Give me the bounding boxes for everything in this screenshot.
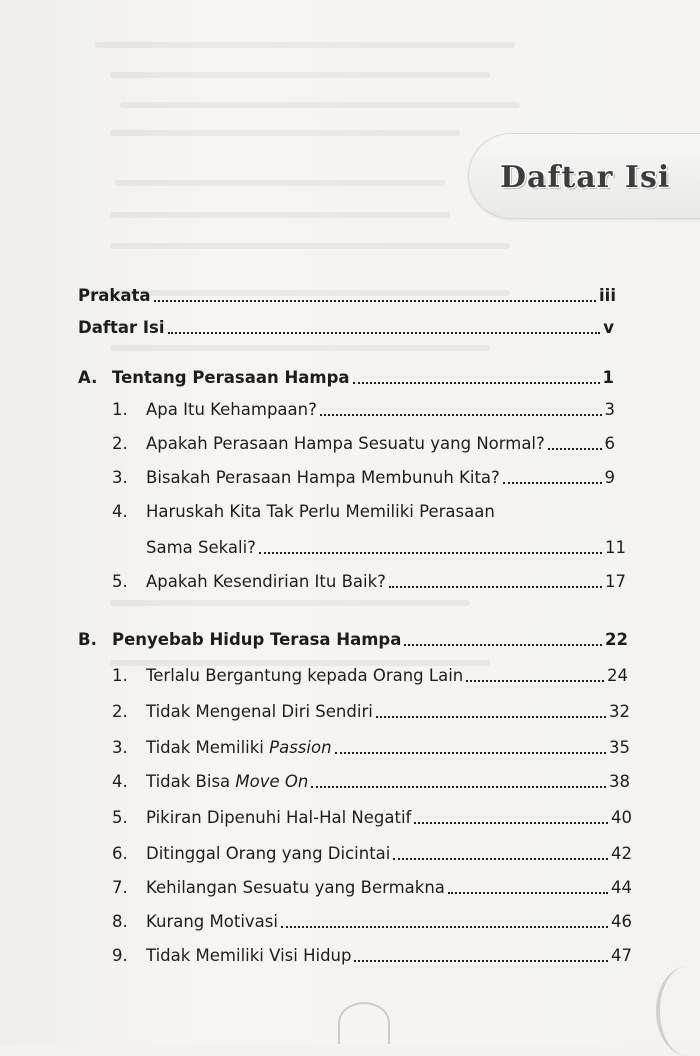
dot-leader: [466, 680, 604, 682]
item-page: 44: [611, 878, 632, 897]
toc-item: [112, 874, 632, 898]
item-label: Terlalu Bergantung kepada Orang Lain: [146, 666, 464, 685]
toc-item: [112, 768, 630, 792]
bleed-through-line: [110, 345, 490, 351]
item-number: 4.: [112, 772, 128, 791]
section-letter: B.: [78, 630, 97, 649]
toc-item: [112, 430, 615, 454]
item-label: Apakah Perasaan Hampa Sesuatu yang Normal?: [146, 434, 545, 453]
item-label: [146, 738, 332, 758]
item-number: 7.: [112, 878, 128, 897]
item-page: 3: [604, 400, 615, 419]
item-number: 5.: [112, 572, 128, 591]
item-label: Apakah Kesendirian Itu Baik?: [146, 572, 386, 591]
toc-entry-daftar-isi: [78, 314, 614, 338]
bleed-through-line: [110, 130, 460, 136]
dot-leader: [389, 586, 602, 588]
toc-item: [112, 942, 632, 966]
item-number: 1.: [112, 400, 128, 419]
toc-item: [112, 840, 632, 864]
toc-item: [112, 568, 626, 592]
bleed-through-line: [120, 102, 520, 108]
dot-leader: [393, 858, 608, 860]
bleed-through-ornament: [338, 1002, 390, 1044]
toc-item: [112, 396, 615, 420]
item-number: 3.: [112, 468, 128, 487]
toc-item: [112, 734, 630, 758]
dot-leader: [548, 448, 602, 450]
toc-section-b: [78, 626, 628, 650]
item-page: 40: [611, 808, 632, 827]
item-page: 6: [604, 434, 615, 453]
toc-entry-prakata: [78, 282, 616, 306]
item-number: 4.: [112, 502, 128, 521]
item-label-continuation: Sama Sekali?: [146, 538, 256, 557]
dot-leader: [404, 644, 602, 646]
dot-leader: [448, 892, 608, 894]
item-page: 46: [611, 912, 632, 931]
toc-entry-label: Daftar Isi: [78, 318, 165, 337]
section-letter: A.: [78, 368, 98, 387]
item-label-text: Tidak Memiliki: [146, 738, 270, 757]
section-page: 22: [605, 630, 628, 649]
item-label-emphasis: Passion: [269, 738, 332, 757]
item-label-emphasis: Move On: [235, 772, 309, 791]
toc-entry-label: Prakata: [78, 286, 151, 305]
toc-entry-page: iii: [599, 286, 616, 305]
dot-leader: [281, 926, 608, 928]
item-number: 2.: [112, 702, 128, 721]
item-label: [146, 772, 308, 792]
bleed-through-line: [110, 600, 470, 606]
item-label: Apa Itu Kehampaan?: [146, 400, 317, 419]
dot-leader: [376, 716, 606, 718]
item-label: Pikiran Dipenuhi Hal-Hal Negatif: [146, 808, 412, 827]
item-number: 8.: [112, 912, 128, 931]
bleed-through-line: [110, 72, 490, 78]
item-page: 24: [607, 666, 628, 685]
toc-item: [112, 804, 632, 828]
toc-item-multiline: [112, 502, 495, 522]
toc-item: [112, 698, 630, 722]
item-number: 9.: [112, 946, 128, 965]
bleed-through-line: [110, 212, 450, 218]
dot-leader: [414, 822, 608, 824]
item-label: Bisakah Perasaan Hampa Membunuh Kita?: [146, 468, 500, 487]
bleed-through-line: [115, 180, 445, 186]
dot-leader: [154, 300, 597, 302]
page-title: Daftar Isi: [500, 160, 671, 195]
dot-leader: [311, 786, 606, 788]
dot-leader: [320, 414, 602, 416]
dot-leader: [353, 382, 600, 384]
item-page: 32: [609, 702, 630, 721]
item-page: 42: [611, 844, 632, 863]
toc-section-a: [78, 364, 614, 388]
item-label: Kehilangan Sesuatu yang Bermakna: [146, 878, 445, 897]
toc-item-continuation: [146, 534, 626, 558]
item-page: 38: [609, 772, 630, 791]
item-number: 3.: [112, 738, 128, 757]
item-number: 1.: [112, 666, 128, 685]
item-page: 17: [605, 572, 626, 591]
item-label: Haruskah Kita Tak Perlu Memiliki Perasaan: [146, 502, 495, 521]
item-page: 11: [605, 538, 626, 557]
section-title: Tentang Perasaan Hampa: [112, 368, 350, 387]
bleed-through-line: [110, 243, 510, 249]
item-page: 35: [609, 738, 630, 757]
item-label: Tidak Memiliki Visi Hidup: [146, 946, 352, 965]
toc-item: [112, 662, 628, 686]
dot-leader: [354, 960, 608, 962]
dot-leader: [168, 332, 601, 334]
bleed-through-line: [95, 42, 515, 48]
item-number: 2.: [112, 434, 128, 453]
item-label: Tidak Mengenal Diri Sendiri: [146, 702, 373, 721]
item-number: 5.: [112, 808, 128, 827]
item-page: 47: [611, 946, 632, 965]
section-page: 1: [602, 368, 614, 387]
item-label-text: Tidak Bisa: [146, 772, 236, 791]
page-curl-shadow: [656, 966, 700, 1056]
item-number: 6.: [112, 844, 128, 863]
toc-item: [112, 908, 632, 932]
toc-entry-page: v: [603, 318, 614, 337]
item-label: Ditinggal Orang yang Dicintai: [146, 844, 391, 863]
toc-item: [112, 464, 615, 488]
dot-leader: [503, 482, 602, 484]
section-title: Penyebab Hidup Terasa Hampa: [112, 630, 402, 649]
dot-leader: [259, 552, 602, 554]
item-label: Kurang Motivasi: [146, 912, 278, 931]
item-page: 9: [604, 468, 615, 487]
dot-leader: [335, 752, 606, 754]
